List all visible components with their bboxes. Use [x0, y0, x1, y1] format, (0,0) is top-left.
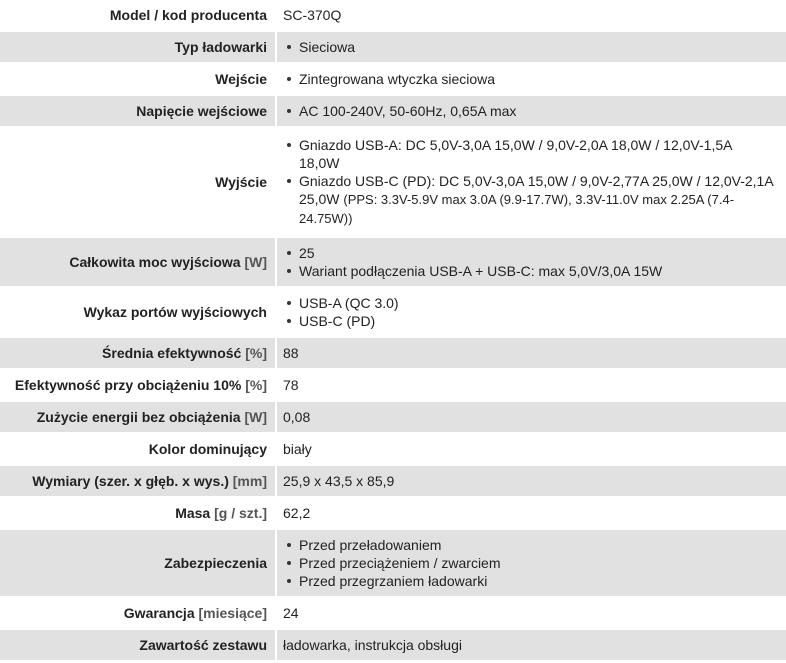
spec-unit: [%] — [245, 377, 267, 393]
spec-value: 25,9 x 43,5 x 85,9 — [283, 473, 395, 489]
table-row — [0, 288, 786, 338]
spec-value-cell — [277, 96, 786, 128]
spec-label-cell — [0, 370, 277, 402]
spec-value: Przed przeciążeniem / zwarciem — [299, 555, 501, 571]
spec-value: ładowarka, instrukcja obsługi — [283, 637, 462, 653]
spec-value-note: (PPS: 3.3V-5.9V max 3.0A (9.9-17.7W), 3.3V-11.0V max 2.25A (7.4-24.75W)) — [299, 192, 735, 226]
spec-value-cell — [277, 402, 786, 434]
spec-value: USB-A (QC 3.0) — [299, 295, 399, 311]
spec-label: Wejście — [215, 71, 267, 87]
spec-value-cell — [277, 338, 786, 370]
table-row — [0, 530, 786, 598]
spec-label-cell — [0, 64, 277, 96]
spec-value: Przed przegrzaniem ładowarki — [299, 573, 488, 589]
spec-label: Całkowita moc wyjściowa — [69, 254, 241, 270]
spec-label-cell — [0, 238, 277, 288]
table-row — [0, 96, 786, 128]
spec-value-cell — [277, 530, 786, 598]
spec-unit: [miesiące] — [198, 605, 267, 621]
spec-value: 0,08 — [283, 409, 311, 425]
spec-value-list — [283, 38, 776, 56]
spec-label-cell — [0, 288, 277, 338]
spec-value-cell — [277, 498, 786, 530]
spec-value-cell — [277, 598, 786, 630]
table-row — [0, 0, 786, 32]
spec-label-cell — [0, 0, 277, 32]
spec-unit: [mm] — [232, 473, 267, 489]
spec-label: Średnia efektywność — [102, 345, 242, 361]
spec-value: Gniazdo USB-C (PD): DC 5,0V-3,0A 15,0W / 9,0V-2,77A 25,0W / 12,0V-2,1A 25,0W — [299, 173, 773, 207]
list-item — [299, 136, 776, 172]
list-item — [299, 244, 776, 262]
table-row — [0, 64, 786, 96]
spec-label-cell — [0, 32, 277, 64]
spec-value: 62,2 — [283, 505, 311, 521]
spec-label: Napięcie wejściowe — [136, 103, 267, 119]
spec-value-list — [283, 244, 776, 280]
spec-value: Gniazdo USB-A: DC 5,0V-3,0A 15,0W / 9,0V-2,0A 18,0W / 12,0V-1,5A 18,0W — [299, 137, 732, 171]
list-item — [299, 554, 776, 572]
spec-label-cell — [0, 402, 277, 434]
spec-label: Typ ładowarki — [174, 39, 267, 55]
table-row — [0, 434, 786, 466]
table-row — [0, 370, 786, 402]
spec-unit: [g / szt.] — [214, 505, 267, 521]
spec-unit: [W] — [244, 254, 267, 270]
spec-label-cell — [0, 498, 277, 530]
list-item — [299, 312, 776, 330]
spec-label: Wyjście — [215, 174, 267, 190]
list-item — [299, 102, 776, 120]
table-row — [0, 598, 786, 630]
spec-label-cell — [0, 128, 277, 238]
spec-label: Gwarancja — [123, 605, 195, 621]
spec-value-cell — [277, 434, 786, 466]
spec-label-cell — [0, 96, 277, 128]
table-row — [0, 466, 786, 498]
table-row — [0, 338, 786, 370]
spec-label: Zabezpieczenia — [164, 555, 267, 571]
spec-value: Sieciowa — [299, 39, 356, 55]
spec-value-cell — [277, 630, 786, 662]
spec-label-cell — [0, 630, 277, 662]
spec-value-cell — [277, 64, 786, 96]
spec-unit: [%] — [245, 345, 267, 361]
spec-value-cell — [277, 0, 786, 32]
list-item — [299, 172, 776, 228]
spec-label-cell — [0, 530, 277, 598]
list-item — [299, 294, 776, 312]
list-item — [299, 536, 776, 554]
spec-value: USB-C (PD) — [299, 313, 376, 329]
spec-value: Przed przeładowaniem — [299, 537, 442, 553]
spec-label-cell — [0, 466, 277, 498]
spec-value: 78 — [283, 377, 299, 393]
spec-label: Wykaz portów wyjściowych — [83, 304, 267, 320]
spec-value: Zintegrowana wtyczka sieciowa — [299, 71, 496, 87]
spec-value: 88 — [283, 345, 299, 361]
list-item — [299, 262, 776, 280]
spec-value-cell — [277, 466, 786, 498]
table-row — [0, 402, 786, 434]
spec-value-cell — [277, 288, 786, 338]
list-item — [299, 572, 776, 590]
spec-value-cell — [277, 32, 786, 64]
list-item — [299, 38, 776, 56]
spec-value-list — [283, 294, 776, 330]
spec-value: SC-370Q — [283, 7, 342, 23]
list-item — [299, 70, 776, 88]
spec-value: AC 100-240V, 50-60Hz, 0,65A max — [299, 103, 517, 119]
spec-label-cell — [0, 338, 277, 370]
spec-label-cell — [0, 598, 277, 630]
spec-value-list — [283, 102, 776, 120]
spec-value: biały — [283, 441, 312, 457]
spec-label: Zużycie energii bez obciążenia — [36, 409, 241, 425]
spec-label: Wymiary (szer. x głęb. x wys.) — [32, 473, 229, 489]
table-row — [0, 32, 786, 64]
spec-value: 25 — [299, 245, 315, 261]
table-row — [0, 238, 786, 288]
spec-label: Model / kod producenta — [109, 7, 267, 23]
spec-value-list — [283, 136, 776, 228]
spec-label-cell — [0, 434, 277, 466]
spec-value: 24 — [283, 605, 299, 621]
table-row — [0, 630, 786, 662]
spec-label: Masa — [175, 505, 211, 521]
spec-unit: [W] — [244, 409, 267, 425]
spec-value-cell — [277, 128, 786, 238]
spec-value-list — [283, 70, 776, 88]
spec-label: Efektywność przy obciążeniu 10% — [14, 377, 242, 393]
spec-value-cell — [277, 370, 786, 402]
spec-label: Kolor dominujący — [148, 441, 267, 457]
spec-value: Wariant podłączenia USB-A + USB-C: max 5,0V/3,0A 15W — [299, 263, 663, 279]
spec-label: Zawartość zestawu — [139, 637, 267, 653]
spec-value-cell — [277, 238, 786, 288]
spec-value-list — [283, 536, 776, 590]
table-row — [0, 128, 786, 238]
table-row — [0, 498, 786, 530]
